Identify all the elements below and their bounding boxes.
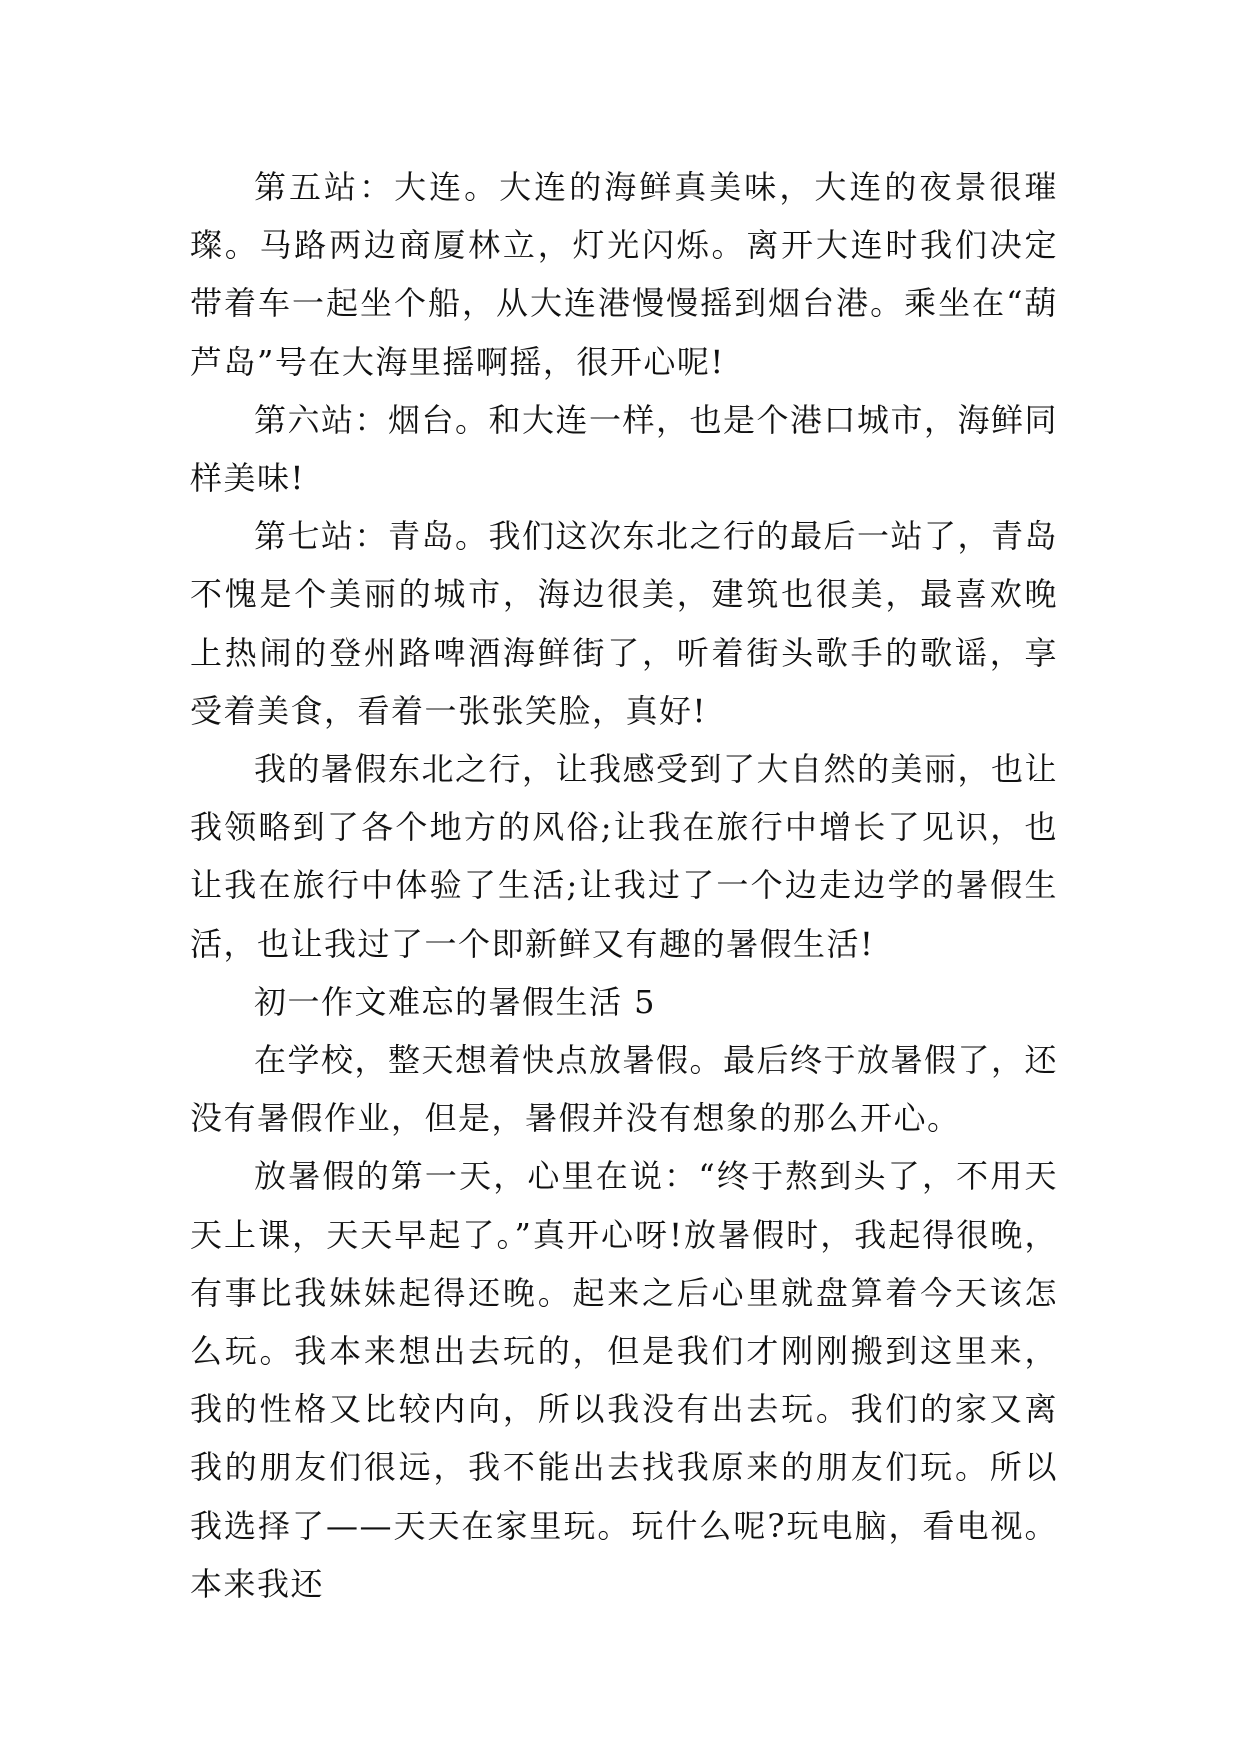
paragraph-dalian: 第五站：大连。大连的海鲜真美味，大连的夜景很璀璨。马路两边商厦林立，灯光闪烁。离开大连时我们决定带着车一起坐个船，从大连港慢慢摇到烟台港。乘坐在“葫芦岛”号在大海里摇啊摇，很开心呢! xyxy=(190,168,1058,381)
document-page xyxy=(190,158,1058,1613)
essay-title: 初一作文难忘的暑假生活 5 xyxy=(254,982,657,1021)
paragraph-school: 在学校，整天想着快点放暑假。最后终于放暑假了，还没有暑假作业，但是，暑假并没有想象的那么开心。 xyxy=(190,1041,1059,1138)
paragraph-first-day: 放暑假的第一天，心里在说：“终于熬到头了，不用天天上课，天天早起了。”真开心呀!放暑假时，我起得很晚，有事比我妹妹起得还晚。起来之后心里就盘算着今天该怎么玩。我本来想出去玩的，但是我们才刚刚搬到这里来，我的性格又比较内向，所以我没有出去玩。我们的家又离我的朋友们很远，我不能出去找我原来的朋友们玩。所以我选择了——天天在家里玩。玩什么呢?玩电脑，看电视。本来我还 xyxy=(190,1157,1058,1603)
paragraph-qingdao: 第七站：青岛。我们这次东北之行的最后一站了，青岛不愧是个美丽的城市，海边很美，建筑也很美，最喜欢晚上热闹的登州路啤酒海鲜街了，听着街头歌手的歌谣，享受着美食，看着一张张笑脸，真好! xyxy=(190,517,1059,730)
paragraph-summary: 我的暑假东北之行，让我感受到了大自然的美丽，也让我领略到了各个地方的风俗;让我在旅行中增长了见识，也让我在旅行中体验了生活;让我过了一个边走边学的暑假生活，也让我过了一个即新鲜又有趣的暑假生活! xyxy=(190,750,1059,963)
paragraph-yantai: 第六站：烟台。和大连一样，也是个港口城市，海鲜同样美味! xyxy=(190,400,1059,498)
